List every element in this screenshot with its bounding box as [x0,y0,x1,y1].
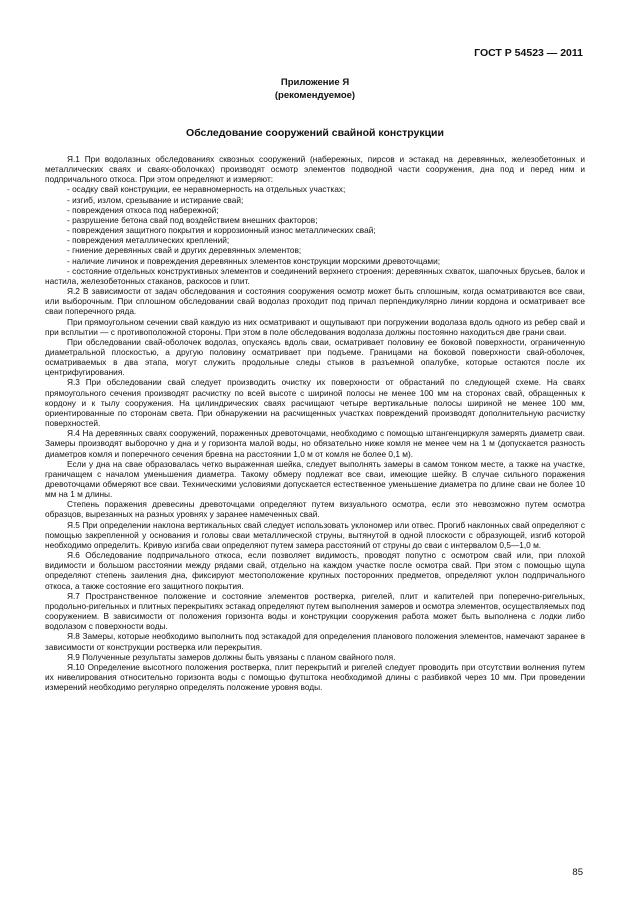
paragraph-ya10: Я.10 Определение высотного положения ростверка, плит перекрытий и ригелей следует проводить при отсутствии волнения путем их нивелирования относительно горизонта воды с помощью футштока необходимой длины с разбивкой через 10 мм. При проведении измерений необходимо регулярно определять положение уровня воды. [45,661,585,693]
appendix-subtitle: (рекомендуемое) [274,89,356,101]
section-title: Обследование сооружений свайной конструкции [186,127,444,139]
paragraph-ya1: Я.1 При водолазных обследованиях сквозных сооружений (набережных, пирсов и эстакад на деревянных, железобетонных и металлических сваях и сваях-оболочках) производят осмотр элементов подводной части сооружения, дна под и перед ним и подпричального откоса. При этом определяют и измеряют: [45,154,585,185]
page-number: 85 [572,867,583,878]
paragraph-ya6: Я.6 Обследование подпричального откоса, если позволяет видимость, проводят попутно с осмотром свай или, при плохой видимости и большом расстоянии между рядами свай, отдельно на каждом участке после осмотра свай. При этом с помощью щупа определяют степень заиления дна, фиксируют местоположение крупных посторонних предметов, определяют уклон подпричального откоса, а также состояние его защитного покрытия. [45,550,585,591]
list-item: - состояние отдельных конструктивных элементов и соединений верхнего строения: деревянных схваток, шапочных брусьев, балок и настила, железобетонных стаканов, раскосов и плит. [45,265,585,286]
paragraph-ya9: Я.9 Полученные результаты замеров должны быть увязаны с планом свайного поля. [67,651,396,662]
appendix-title: Приложение Я [280,77,350,88]
paragraph-ya4: Я.4 На деревянных сваях сооружений, пораженных древоточцами, необходимо с помощью штангенциркуля замерять диаметр сваи. Замеры производят выборочно у дна и у горизонта малой воды, но обязательно ниже комля не менее чем на 1 м (допускается разность диаметров комля и поперечного сечения бревна на расстоянии 1,0 м от комля не более 0,1 м). [45,428,585,459]
paragraph-ya5: Я.5 При определении наклона вертикальных свай следует использовать уклономер или отвес. Прогиб наклонных свай определяют с помощью закрепленной у основания и головы сваи металлической струны, вытянутой в одной плоскости с образующей, изгиб которой необходимо определить. Кривую изгиба сваи определяют путем замера расстояний от струны до сваи с интервалом 0,5—1,0 м. [45,519,585,550]
list-item: - разрушение бетона свай под воздействием внешних факторов; [67,214,318,225]
paragraph-ya7: Я.7 Пространственное положение и состояние элементов ростверка, ригелей, плит и капителей при поперечно-ригельных, продольно-ригельных и плитных перекрытиях эстакад определяют путем выполнения замеров и осмотра элементов, осуществляемых под сооружением. В зависимости от положения горизонта воды и конструкции сооружения работа может быть выполнена с лодки либо водолазом с поверхности воды. [45,590,585,632]
paragraph-ya3: Я.3 При обследовании свай следует производить очистку их поверхности от обрастаний по следующей схеме. На сваях прямоугольного сечения производят расчистку по всей высоте с шириной полосы не менее 100 мм на сторонах свай, обращенных к кордону и к тылу сооружения. На цилиндрических сваях расчищают четыре вертикальные полосы шириной не менее 100 мм, ориентированные по сторонам света. При обнаружении на расчищенных участках повреждений производят дополнительную расчистку поверхностей. [45,377,585,429]
list-item: - повреждения защитного покрытия и коррозионный износ металлических свай; [67,225,376,236]
paragraph: Если у дна на свае образовалась четко выраженная шейка, следует выполнять замеры в самом тонком месте, а также на участке, граничащем с началом уменьшения диаметра. Такому обмеру подлежат все сваи, имеющие шейку. В случае сильного поражения древоточцами обмеряют все сваи. Техническими условиями допускается естественное уменьшение диаметра по длине сваи не более 10 мм на 1 м длины. [45,458,585,500]
list-item: - повреждения откоса под набережной; [67,204,219,215]
list-item: - изгиб, излом, срезывание и истирание свай; [67,194,244,205]
paragraph: Степень поражения древесины древоточцами определяют путем визуального осмотра, если это невозможно путем осмотра образцов, вырезанных на разных уровнях у заранее намеченных свай. [45,499,585,520]
list-item: - повреждения металлических креплений; [67,235,230,246]
list-item: - наличие личинок и повреждения деревянных элементов конструкции морскими древоточцами; [67,255,441,266]
list-item: - гниение деревянных свай и других деревянных элементов; [67,245,302,256]
paragraph: При прямоугольном сечении свай каждую из них осматривают и ощупывают при погружении водолаза вдоль одного из ребер свай и при всплытии — с противоположной стороны. При этом в поле обследования водолаза должны постоянно находиться две грани сваи. [45,316,585,337]
appendix-heading [0,77,630,102]
paragraph-ya2: Я.2 В зависимости от задач обследования и состояния сооружения осмотр может быть сплошным, когда осматриваются все сваи, или выборочным. При сплошном обследовании свай водолаз проходит под причал перпендикулярно линии кордона и осматривает все сваи поперечного ряда. [45,286,585,317]
paragraph-ya8: Я.8 Замеры, которые необходимо выполнить под эстакадой для определения планового положения элементов, намечают заранее в зависимости от конструкции ростверка или перекрытия. [45,631,585,652]
paragraph: При обследовании свай-оболочек водолаз, опускаясь вдоль сваи, осматривает половину ее боковой поверхности, ограниченную диаметральной плоскостью, а другую половину осматривает при подъеме. Границами на боковой поверхности свай-оболочек, осматриваемых в два этапа, могут служить продольные следы стыков в разъемной опалубке, которые остаются после их центрифугирования. [45,336,585,378]
list-item: - осадку свай конструкции, ее неравномерность на отдельных участках; [67,184,346,195]
standard-header: ГОСТ Р 54523 — 2011 [474,47,583,59]
document-body [45,154,585,692]
